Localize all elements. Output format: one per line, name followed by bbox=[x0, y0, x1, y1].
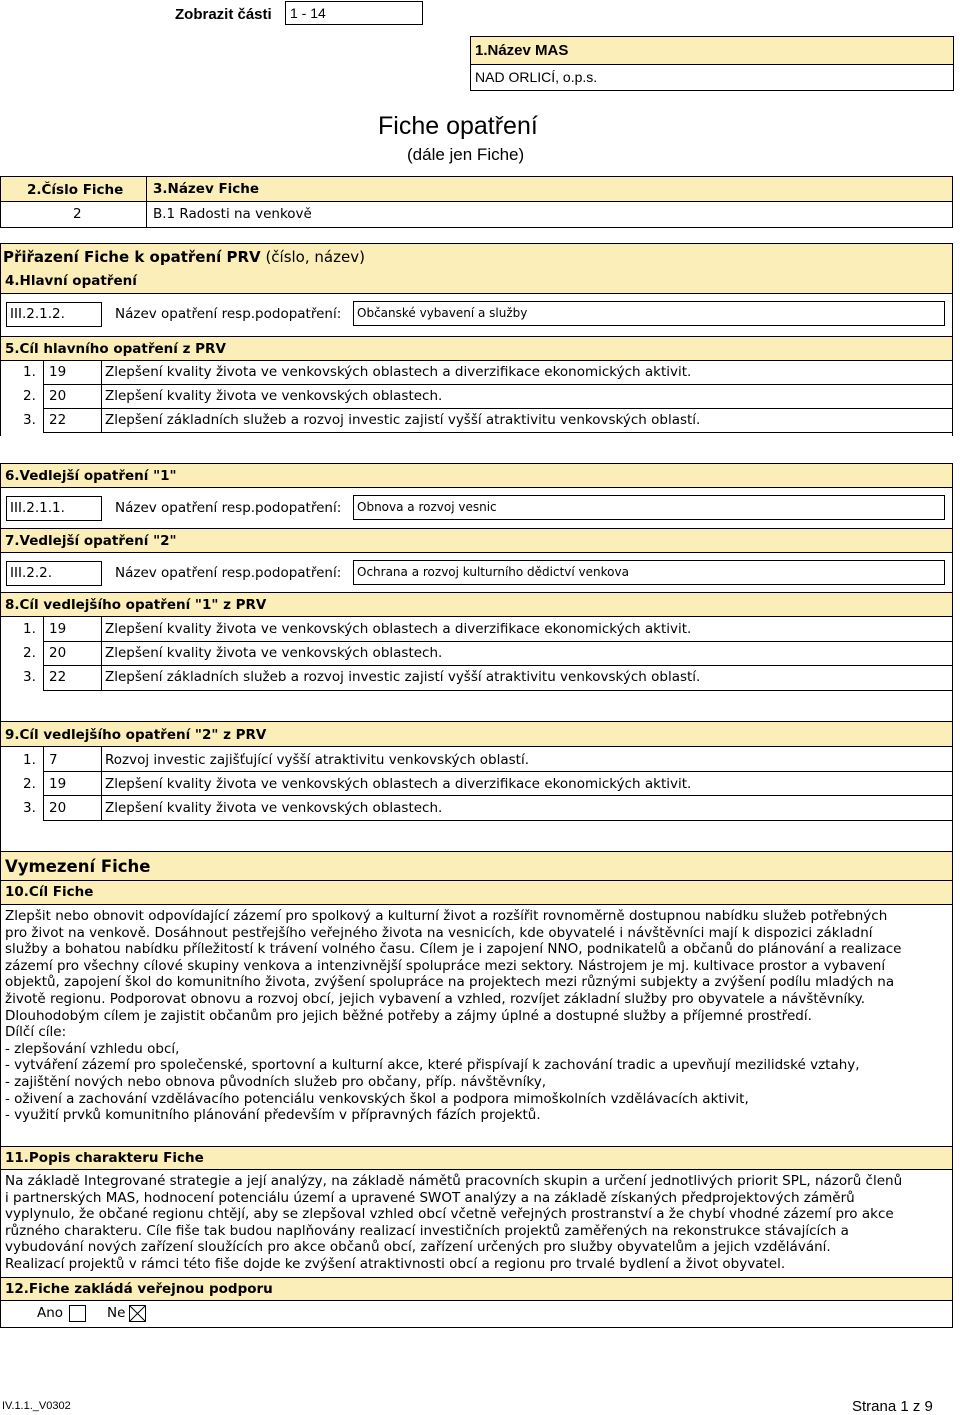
goal-idx: 3. bbox=[23, 669, 36, 685]
fiche-goal-text: Zlepšit nebo obnovit odpovídající zázemí pro spolkový a kulturní život a rozšířit rovnoměrně dostupnou nabídku služeb potřebných pro život na venkově. Dosáhnout pestřejšího veřejného života na vesnicích, kde obyvatelé i návštěvníci mají k dispozici základní služby a bohatou nabídku příležitostí k trávení volného času. Cílem je i zapojení NNO, podnikatelů a občanů do plánování a realizace zázemí pro všechny cílové skupiny venkova a intenzivnější spolupráce mezi sektory. Nástrojem je mj. kultivace prostor a vybavení objektů, zapojení škol do komunitního života, zvýšení spolupráce na projektech mezi různými subjekty a zvýšení podílu mladých na životě regionu. Podporovat obnovu a rozvoj obcí, jejich vybavení a vzhled, rozvíjet základní služby pro obyvatele a návštěvníky. Dlouhodobým cílem je zajistit občanům pro jejich běžné potřeby a zájmy úplné a dostupné služby a příjemné prostředí. Dílčí cíle: - zlepšování vzhledu obcí, - vytváření zázemí pro společenské, sportovní a kulturní akce, které přispívají k zachování tradic a upevňují mezilidské vztahy, - zajištění nových nebo obnova původních služeb pro občany, příp. návštěvníky, - oživení a zachování vzdělávacího potenciálu venkovských škol a podpora mimoškolních vzdělávacích aktivit, - využití prvků komunitního plánování především v přípravných fázích projektů. bbox=[5, 908, 902, 1124]
fiche-value-row bbox=[0, 201, 953, 228]
main-measure-row bbox=[0, 294, 953, 336]
goal-idx: 1. bbox=[23, 621, 36, 637]
assignment-heading bbox=[0, 243, 953, 269]
side-measure-1-label: 6.Vedlejší opatření "1" bbox=[5, 468, 177, 484]
goal-text: Zlepšení kvality života ve venkovských oblastech. bbox=[105, 388, 443, 404]
fiche-header-row bbox=[0, 176, 953, 202]
goal-code: 19 bbox=[49, 364, 67, 380]
goal-code: 7 bbox=[49, 752, 58, 768]
goal-code: 20 bbox=[49, 800, 67, 816]
goal-text: Zlepšení kvality života ve venkovských oblastech. bbox=[105, 800, 443, 816]
yes-label: Ano bbox=[37, 1305, 64, 1321]
mas-name-value: NAD ORLICÍ, o.p.s. bbox=[475, 69, 598, 85]
goal-text: Zlepšení základních služeb a rozvoj investic zajistí vyšší atraktivitu venkovských oblastí. bbox=[105, 412, 701, 428]
main-goal-table bbox=[0, 361, 953, 436]
goal-idx: 1. bbox=[23, 752, 36, 768]
side-measure-2-name-value[interactable]: Ochrana a rozvoj kulturního dědictví venkova bbox=[353, 560, 945, 585]
checked-x-icon bbox=[129, 1305, 146, 1322]
main-goal-label-bar bbox=[0, 336, 953, 361]
fiche-number-value: 2 bbox=[73, 206, 82, 222]
display-parts-input[interactable]: 1 - 14 bbox=[285, 1, 423, 25]
side-measure-1-label-bar bbox=[0, 463, 953, 488]
goal-text: Rozvoj investic zajišťující vyšší atraktivitu venkovských oblastí. bbox=[105, 752, 530, 768]
goal-idx: 2. bbox=[23, 776, 36, 792]
side-goal-2-label-bar bbox=[0, 721, 953, 747]
fiche-number-label: 2.Číslo Fiche bbox=[27, 182, 124, 198]
footer-code: IV.1.1._V0302 bbox=[2, 1400, 71, 1412]
side-measure-1-row bbox=[0, 488, 953, 528]
goal-idx: 3. bbox=[23, 800, 36, 816]
side-measure-2-label-bar bbox=[0, 528, 953, 553]
goal-idx: 2. bbox=[23, 645, 36, 661]
goal-text: Zlepšení kvality života ve venkovských oblastech. bbox=[105, 645, 443, 661]
side-goal-1-label-bar bbox=[0, 592, 953, 617]
public-support-row bbox=[0, 1301, 953, 1328]
mas-name-label-box bbox=[470, 36, 954, 64]
no-label: Ne bbox=[107, 1305, 126, 1321]
display-parts-label: Zobrazit části bbox=[175, 6, 272, 23]
goal-code: 22 bbox=[49, 669, 67, 685]
main-measure-label-bar bbox=[0, 269, 953, 294]
assignment-heading-normal: (číslo, název) bbox=[265, 248, 365, 266]
yes-checkbox[interactable] bbox=[69, 1305, 86, 1322]
assignment-heading-bold: Přiřazení Fiche k opatření PRV bbox=[3, 248, 261, 266]
main-measure-code[interactable]: III.2.1.2. bbox=[6, 302, 102, 327]
goal-idx: 3. bbox=[23, 412, 36, 428]
side-measure-2-row bbox=[0, 553, 953, 592]
main-measure-label: 4.Hlavní opatření bbox=[5, 273, 137, 289]
definition-heading-bar bbox=[0, 851, 953, 881]
footer-page: Strana 1 z 9 bbox=[852, 1398, 933, 1415]
goal-code: 19 bbox=[49, 776, 67, 792]
main-goal-label: 5.Cíl hlavního opatření z PRV bbox=[5, 341, 226, 357]
no-checkbox[interactable] bbox=[129, 1305, 146, 1322]
goal-code: 20 bbox=[49, 645, 67, 661]
fiche-goal-box bbox=[0, 905, 953, 1146]
goal-idx: 2. bbox=[23, 388, 36, 404]
public-support-label-bar bbox=[0, 1277, 953, 1301]
goal-text: Zlepšení kvality života ve venkovských oblastech a diverzifikace ekonomických aktivit. bbox=[105, 776, 692, 792]
goal-text: Zlepšení kvality života ve venkovských oblastech a diverzifikace ekonomických aktivit. bbox=[105, 621, 692, 637]
character-box bbox=[0, 1170, 953, 1277]
character-label: 11.Popis charakteru Fiche bbox=[5, 1150, 204, 1166]
side-measure-1-name-label: Název opatření resp.podopatření: bbox=[115, 500, 342, 516]
side-measure-2-label: 7.Vedlejší opatření "2" bbox=[5, 533, 177, 549]
side-measure-1-code[interactable]: III.2.1.1. bbox=[6, 496, 102, 521]
fiche-name-label: 3.Název Fiche bbox=[153, 181, 260, 197]
side-goal-2-table bbox=[0, 747, 953, 851]
goal-idx: 1. bbox=[23, 364, 36, 380]
fiche-goal-label: 10.Cíl Fiche bbox=[5, 884, 94, 900]
side-measure-2-code[interactable]: III.2.2. bbox=[6, 561, 102, 586]
public-support-label: 12.Fiche zakládá veřejnou podporu bbox=[5, 1281, 273, 1297]
side-goal-1-label: 8.Cíl vedlejšího opatření "1" z PRV bbox=[5, 597, 267, 613]
page-title: Fiche opatření bbox=[378, 112, 538, 140]
side-goal-2-label: 9.Cíl vedlejšího opatření "2" z PRV bbox=[5, 727, 267, 743]
fiche-name-value: B.1 Radosti na venkově bbox=[153, 206, 312, 222]
goal-text: Zlepšení kvality života ve venkovských oblastech a diverzifikace ekonomických aktivit. bbox=[105, 364, 692, 380]
fiche-goal-label-bar bbox=[0, 881, 953, 905]
goal-text: Zlepšení základních služeb a rozvoj investic zajistí vyšší atraktivitu venkovských oblastí. bbox=[105, 669, 701, 685]
side-measure-2-name-label: Název opatření resp.podopatření: bbox=[115, 565, 342, 581]
goal-code: 20 bbox=[49, 388, 67, 404]
character-text: Na základě Integrované strategie a její analýzy, na základě námětů pracovních skupin a určení jednotlivých priorit SPL, názorů členů i partnerských MAS, hodnocení potenciálu území a upravené SWOT analýzy a na základě získaných předprojektových záměrů vyplynulo, že občané regionu chtějí, aby se zlepšoval vzhled obcí včetně veřejných prostranství a že chybí vhodné zázemí pro akce různého charakteru. Cíle fiše tak budou naplňovány realizací investičních projektů zaměřených na rekonstrukce stávajících a vybudování nových zařízení sloužících pro akce občanů obcí, zařízení určených pro služby obyvatelům a jejich vzdělávání. Realizací projektů v rámci této fiše dojde ke zvýšení atraktivnosti obcí a regionu pro trvalé bydlení a život obyvatel. bbox=[5, 1173, 903, 1272]
character-label-bar bbox=[0, 1146, 953, 1170]
goal-code: 19 bbox=[49, 621, 67, 637]
mas-name-label: 1.Název MAS bbox=[475, 42, 569, 59]
page-subtitle: (dále jen Fiche) bbox=[407, 145, 525, 164]
goal-code: 22 bbox=[49, 412, 67, 428]
side-measure-1-name-value[interactable]: Obnova a rozvoj vesnic bbox=[353, 495, 945, 520]
main-measure-name-value[interactable]: Občanské vybavení a služby bbox=[353, 301, 945, 326]
main-measure-name-label: Název opatření resp.podopatření: bbox=[115, 306, 342, 322]
definition-heading: Vymezení Fiche bbox=[5, 857, 151, 876]
mas-name-value-box bbox=[470, 64, 954, 91]
side-goal-1-table bbox=[0, 617, 953, 721]
